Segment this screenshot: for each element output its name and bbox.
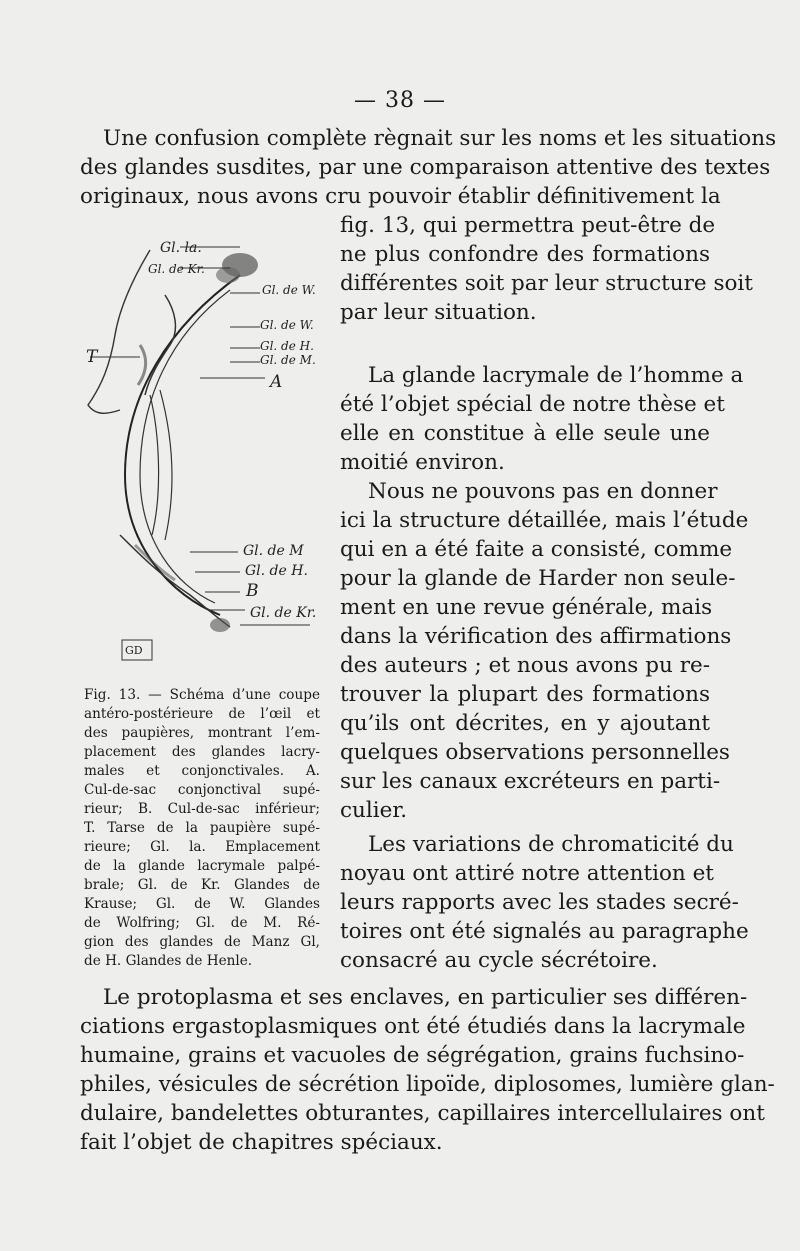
caption-line: gion des glandes de Manz Gl,: [84, 934, 320, 950]
artist-signature: GD: [125, 644, 143, 657]
caption-line: rieure; Gl. la. Emplacement: [84, 839, 320, 855]
label-a: A: [270, 372, 283, 392]
caption-line: Fig. 13. — Schéma d’une coupe: [84, 687, 320, 703]
text-line: noyau ont attiré notre attention et: [340, 861, 714, 886]
text-line: été l’objet spécial de notre thèse et: [340, 392, 725, 417]
label-t: T: [86, 347, 98, 367]
text-line: moitié environ.: [340, 450, 505, 475]
text-line: culier.: [340, 798, 408, 823]
label-gl-kr-bottom: Gl. de Kr.: [250, 605, 317, 621]
caption-line: placement des glandes lacry-: [84, 744, 320, 760]
caption-line: antéro-postérieure de l’œil et: [84, 706, 320, 722]
text-line: fig. 13, qui permettra peut-être de: [340, 213, 716, 238]
label-gl-kr-top: Gl. de Kr.: [148, 262, 205, 276]
text-line: qui en a été faite a consisté, comme: [340, 537, 733, 562]
label-gl-m-top: Gl. de M.: [260, 353, 316, 367]
caption-line: de Wolfring; Gl. de M. Ré-: [84, 915, 320, 931]
text-line: leurs rapports avec les stades secré-: [340, 890, 739, 915]
caption-line: des paupières, montrant l’em-: [84, 725, 320, 741]
text-line: ici la structure détaillée, mais l’étude: [340, 508, 749, 533]
label-gl-la: Gl. la.: [160, 240, 202, 256]
text-line: consacré au cycle sécrétoire.: [340, 948, 658, 973]
text-line: Une confusion complète règnait sur les noms et les situations: [103, 126, 777, 151]
text-line: Le protoplasma et ses enclaves, en particulier ses différen-: [103, 985, 748, 1010]
text-line: ne plus confondre des formations: [340, 242, 710, 267]
caption-line: Krause; Gl. de W. Glandes: [84, 896, 320, 912]
text-line: qu’ils ont décrites, en y ajoutant: [340, 711, 710, 736]
caption-line: brale; Gl. de Kr. Glandes de: [84, 877, 320, 893]
text-line: Nous ne pouvons pas en donner: [368, 479, 718, 504]
label-gl-m-bottom: Gl. de M: [243, 543, 304, 559]
text-line: quelques observations personnelles: [340, 740, 730, 765]
text-line: des auteurs ; et nous avons pu re-: [340, 653, 710, 678]
text-line: elle en constitue à elle seule une: [340, 421, 710, 446]
text-line: Les variations de chromaticité du: [368, 832, 734, 857]
text-line: La glande lacrymale de l’homme a: [368, 363, 744, 388]
label-gl-h-bottom: Gl. de H.: [245, 563, 308, 579]
text-line: pour la glande de Harder non seule-: [340, 566, 736, 591]
page-number: — 38 —: [354, 88, 446, 113]
label-b: B: [246, 581, 259, 601]
caption-line: T. Tarse de la paupière supé-: [84, 820, 320, 836]
eye-section-diagram: [80, 235, 320, 665]
text-line: fait l’objet de chapitres spéciaux.: [80, 1130, 443, 1155]
caption-line: Cul-de-sac conjonctival supé-: [84, 782, 320, 798]
text-line: ciations ergastoplasmiques ont été étudiés dans la lacrymale: [80, 1014, 746, 1039]
caption-line: de H. Glandes de Henle.: [84, 953, 253, 969]
text-line: humaine, grains et vacuoles de ségrégation, grains fuchsino-: [80, 1043, 745, 1068]
label-gl-w-1: Gl. de W.: [262, 283, 316, 297]
text-line: par leur situation.: [340, 300, 537, 325]
text-line: originaux, nous avons cru pouvoir établir définitivement la: [80, 184, 721, 209]
label-gl-w-2: Gl. de W.: [260, 318, 314, 332]
text-line: des glandes susdites, par une comparaison attentive des textes: [80, 155, 771, 180]
text-line: sur les canaux excréteurs en parti-: [340, 769, 721, 794]
text-line: philes, vésicules de sécrétion lipoïde, diplosomes, lumière glan-: [80, 1072, 775, 1097]
caption-line: males et conjonctivales. A.: [84, 763, 320, 779]
text-line: trouver la plupart des formations: [340, 682, 710, 707]
text-line: différentes soit par leur structure soit: [340, 271, 753, 296]
text-line: dans la vérification des affirmations: [340, 624, 732, 649]
text-line: dulaire, bandelettes obturantes, capillaires intercellulaires ont: [80, 1101, 765, 1126]
text-line: ment en une revue générale, mais: [340, 595, 713, 620]
label-gl-h-top: Gl. de H.: [260, 339, 314, 353]
text-line: toires ont été signalés au paragraphe: [340, 919, 749, 944]
caption-line: rieur; B. Cul-de-sac inférieur;: [84, 801, 320, 817]
caption-line: de la glande lacrymale palpé-: [84, 858, 320, 874]
